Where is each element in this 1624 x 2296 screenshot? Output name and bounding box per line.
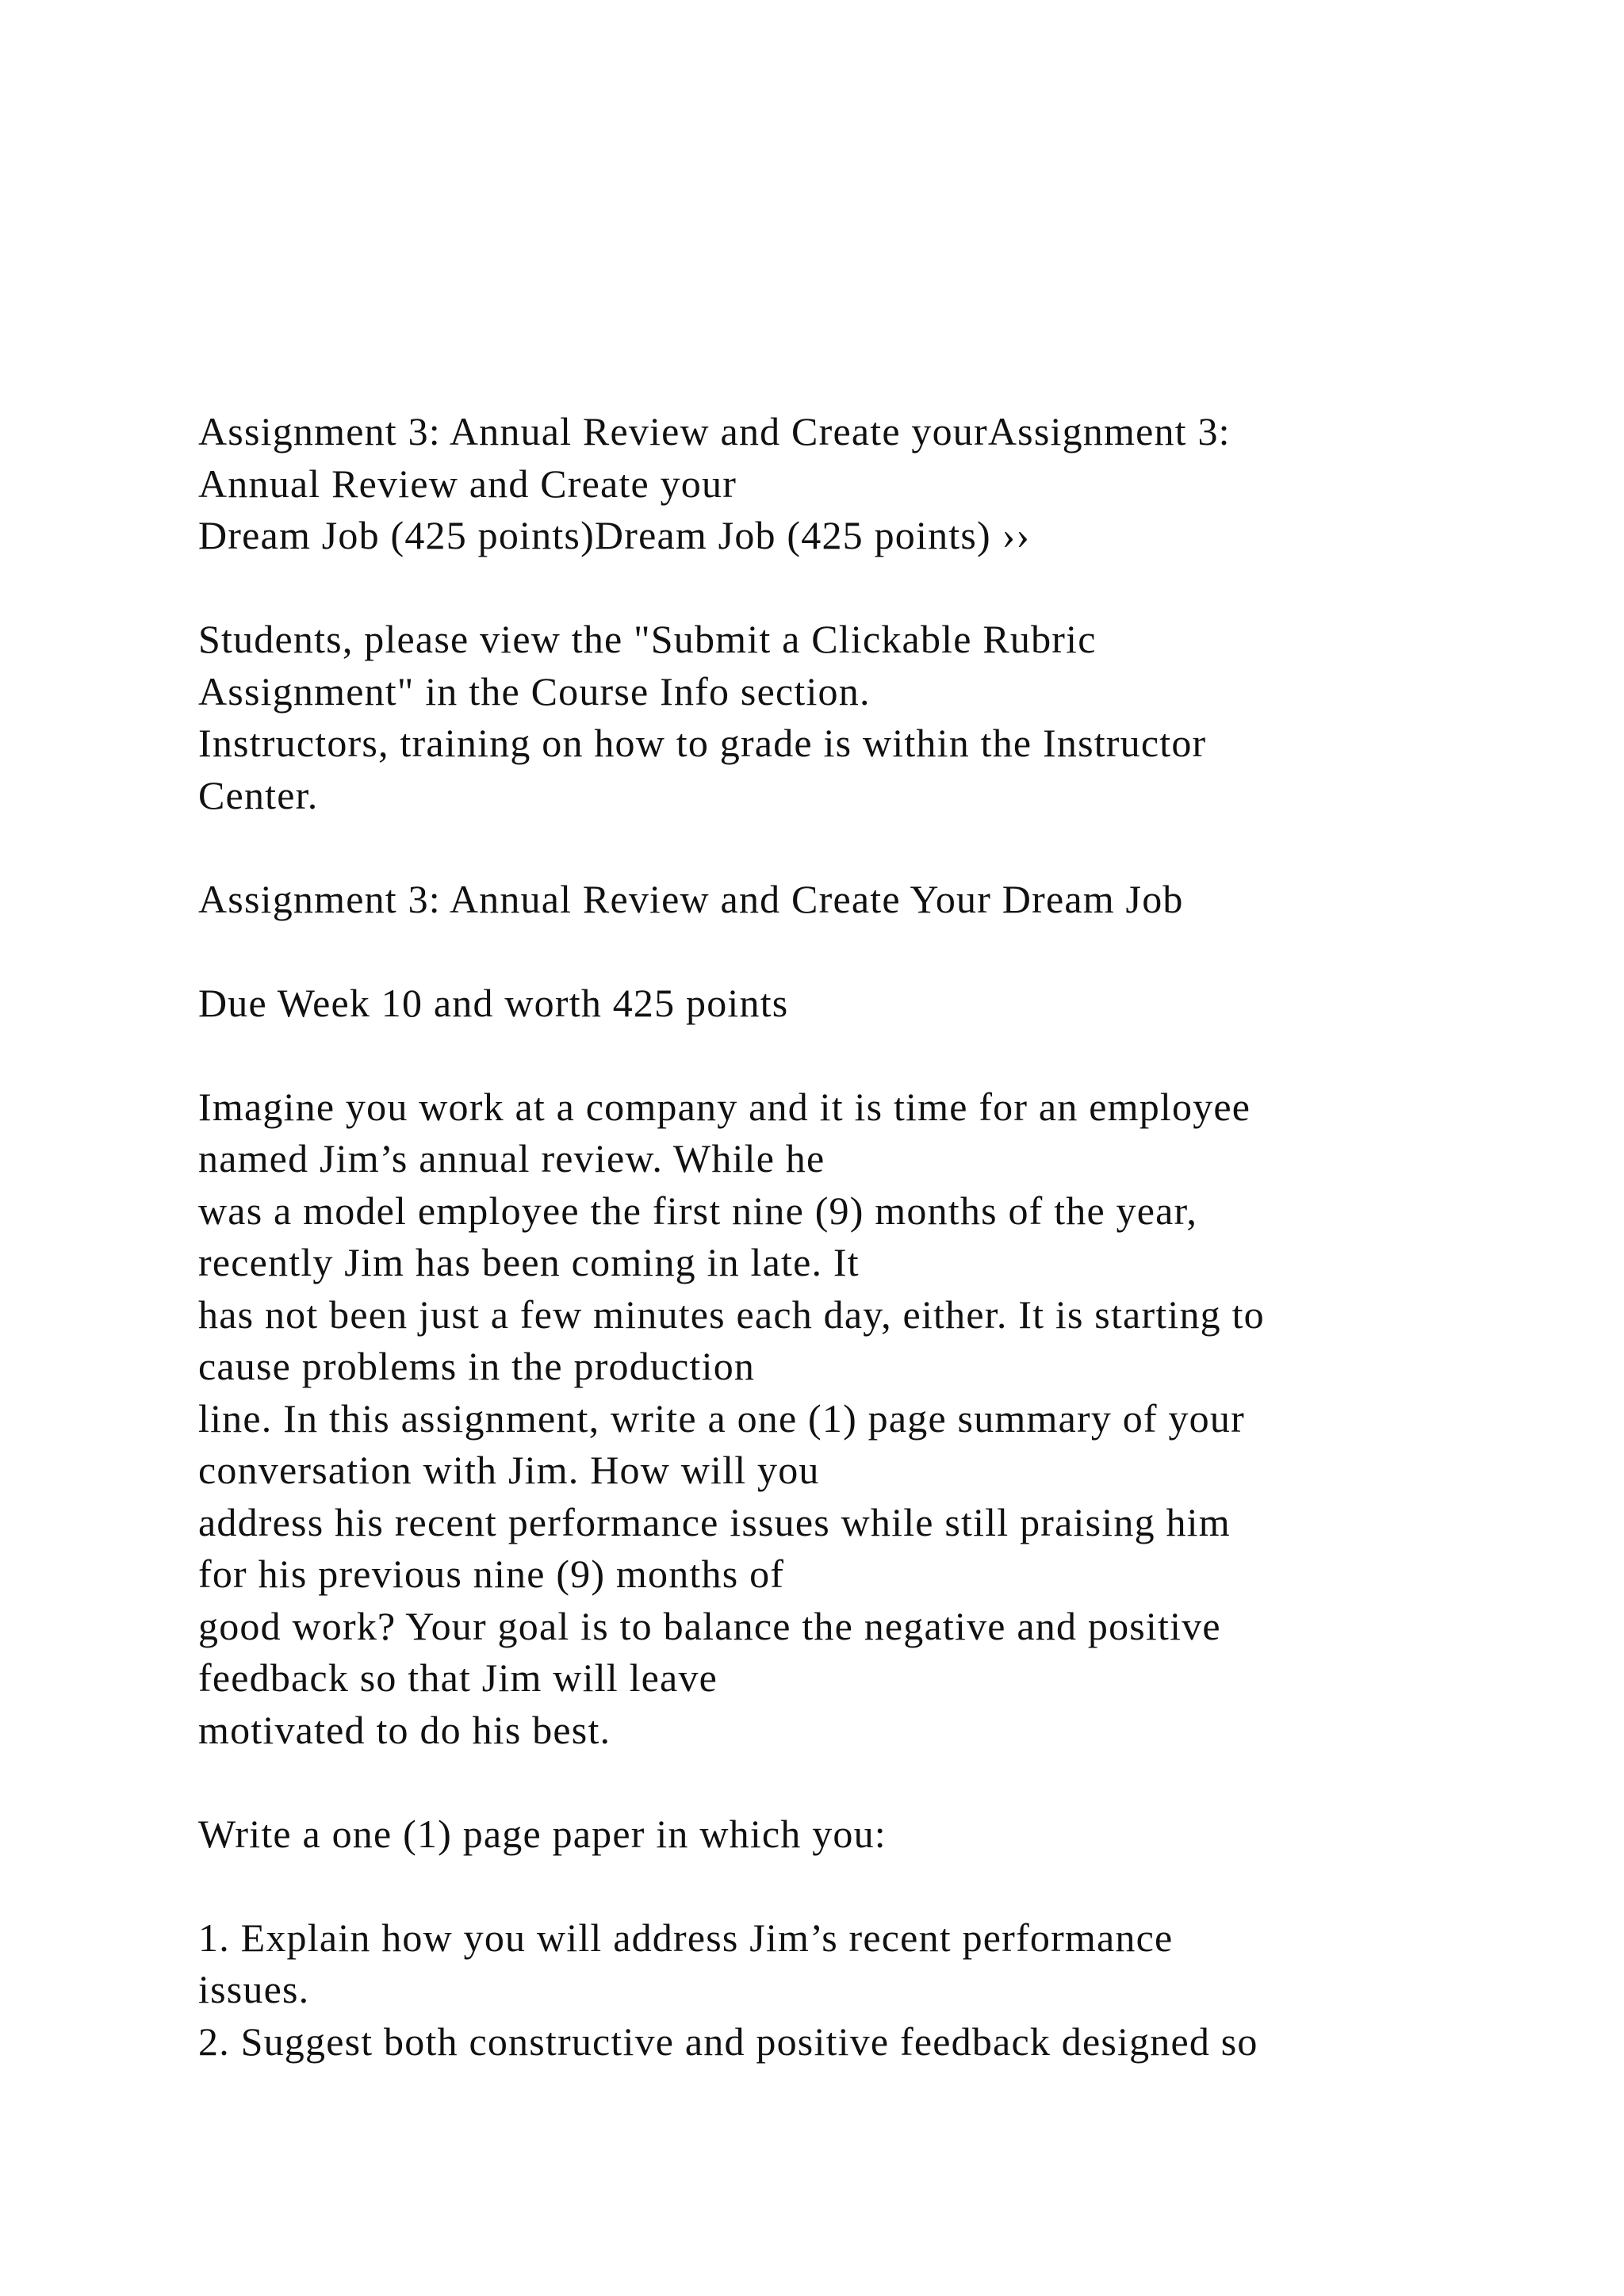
scenario-line: was a model employee the first nine (9) months of the year,: [198, 1188, 1198, 1233]
notice-line: Assignment" in the Course Info section.: [198, 668, 871, 714]
list-item: issues.: [198, 1967, 310, 2011]
notice-line: Students, please view the "Submit a Clickable Rubric: [198, 617, 1097, 661]
scenario-line: line. In this assignment, write a one (1) page summary of your: [198, 1395, 1245, 1441]
rubric-notice: [198, 614, 1515, 821]
title-line: Annual Review and Create your: [198, 461, 737, 506]
spacer: [198, 562, 1515, 614]
notice-line: Center.: [198, 772, 319, 817]
assignment-heading: Assignment 3: Annual Review and Create Your Dream Job: [198, 876, 1184, 921]
requirements-list: [198, 1912, 1515, 2068]
spacer: [198, 1756, 1515, 1808]
scenario-line: recently Jim has been coming in late. It: [198, 1240, 860, 1284]
due-date: Due Week 10 and worth 425 points: [198, 980, 789, 1025]
spacer: [198, 821, 1515, 874]
scenario-line: conversation with Jim. How will you: [198, 1448, 820, 1492]
scenario-paragraph: [198, 1081, 1515, 1757]
scenario-line: named Jim’s annual review. While he: [198, 1136, 825, 1181]
notice-line: Instructors, training on how to grade is within the Instructor: [198, 721, 1207, 765]
list-item: 1. Explain how you will address Jim’s recent performance: [198, 1915, 1174, 1960]
scenario-line: Imagine you work at a company and it is time for an employee: [198, 1084, 1251, 1129]
spacer: [198, 1029, 1515, 1081]
document-body: [198, 406, 1515, 2068]
instruction-text: Write a one (1) page paper in which you:: [198, 1811, 887, 1856]
title-line: Dream Job (425 points)Dream Job (425 points) ››: [198, 513, 1031, 557]
scenario-line: cause problems in the production: [198, 1344, 756, 1388]
assignment-title: [198, 406, 1515, 562]
list-item: 2. Suggest both constructive and positive feedback designed so: [198, 2019, 1258, 2064]
scenario-line: feedback so that Jim will leave: [198, 1655, 718, 1700]
scenario-line: good work? Your goal is to balance the negative and positive: [198, 1603, 1221, 1648]
scenario-line: for his previous nine (9) months of: [198, 1552, 785, 1596]
title-line: Assignment 3: Annual Review and Create yourAssignment 3:: [198, 409, 1231, 453]
scenario-line: has not been just a few minutes each day, either. It is starting to: [198, 1292, 1265, 1337]
scenario-line: address his recent performance issues while still praising him: [198, 1499, 1231, 1544]
spacer: [198, 1860, 1515, 1912]
spacer: [198, 925, 1515, 978]
scenario-line: motivated to do his best.: [198, 1707, 611, 1752]
